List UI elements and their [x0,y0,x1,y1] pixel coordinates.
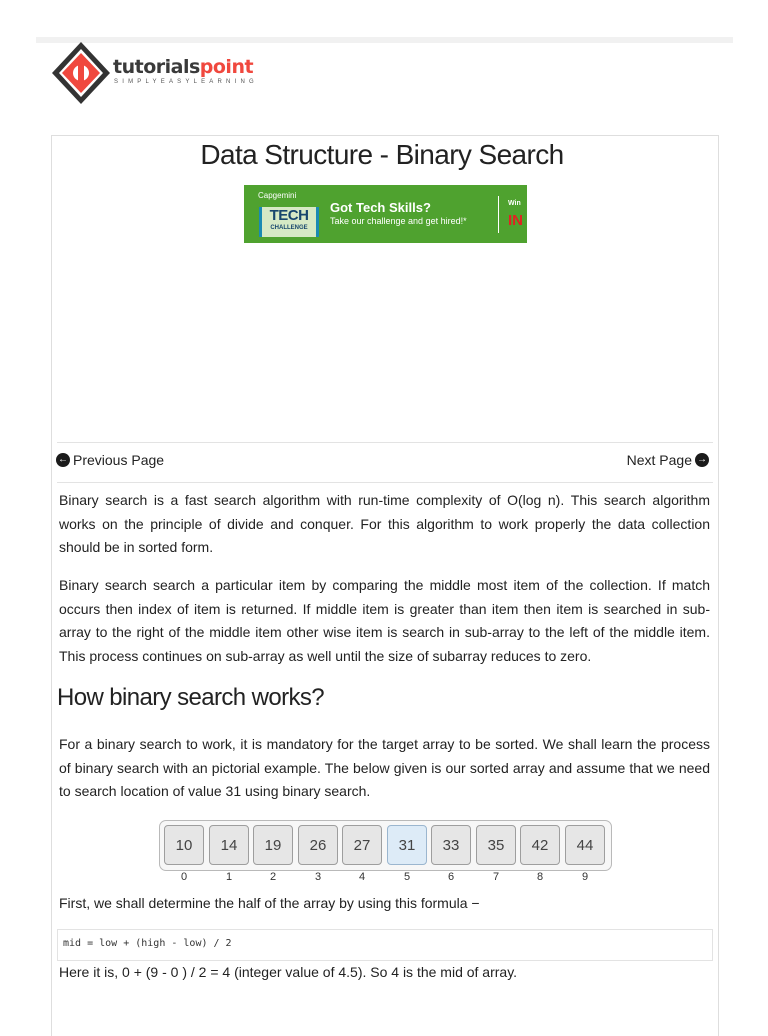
array-cell: 10 [164,825,204,865]
paragraph-intro: Binary search is a fast search algorithm with run-time complexity of Ο(log n). This search algorithm works on the principle of divide and conquer. For this algorithm to work properly the data collection should be in sorted form. [59,492,710,555]
array-index-label: 1 [225,871,233,883]
code-block [57,929,713,961]
next-page-label: Next Page [626,452,692,468]
array-index-label: 3 [314,871,322,883]
logo-tagline: SIMPLYEASYLEARNING [114,79,258,85]
array-index-label: 0 [180,871,188,883]
array-cell: 26 [298,825,338,865]
paragraph-how-it-works: For a binary search to work, it is mandatory for the target array to be sorted. We shall learn the process of binary search with an pictorial example. The below given is our sorted array and assume that we need to search location of value 31 using binary search. [59,736,710,799]
page-title: Data Structure - Binary Search [200,139,564,170]
paragraph-mid-result: Here it is, 0 + (9 - 0 ) / 2 = 4 (integer value of 4.5). So 4 is the mid of array. [59,964,518,980]
section-heading: How binary search works? [57,684,325,711]
code-formula: mid = low + (high - low) / 2 [63,938,232,949]
ad-subtext: Take our challenge and get hired!* [330,216,467,226]
array-cell: 35 [476,825,516,865]
array-index-label: 5 [403,871,411,883]
array-cell: 33 [431,825,471,865]
array-cell: 27 [342,825,382,865]
nav-divider-bottom [57,482,713,483]
circle-arrow-left-icon: ← [58,454,68,465]
tutorialspoint-logo[interactable] [50,40,290,106]
array-index-label: 4 [358,871,366,883]
previous-page-link[interactable] [56,452,164,468]
logo-diamond-icon [50,40,112,106]
nav-divider-top [57,442,713,443]
paragraph-description: Binary search search a particular item by comparing the middle most item of the collection. If match occurs then index of item is returned. If middle item is greater than item then item is searched in sub-array to the right of the middle item other wise item is search in sub-array to the left of the middle item. This process continues on sub-array as well until the size of subarray reduces to zero. [59,577,710,664]
array-cell: 19 [253,825,293,865]
array-cell-highlighted: 31 [387,825,427,865]
ad-headline: Got Tech Skills? [330,200,431,215]
ad-divider [498,196,499,233]
array-index-label: 6 [447,871,455,883]
array-index-label: 7 [492,871,500,883]
ad-badge-line2: CHALLENGE [270,225,308,231]
paragraph-formula-intro: First, we shall determine the half of the array by using this formula − [59,895,480,911]
array-cell: 42 [520,825,560,865]
next-page-link[interactable] [627,452,709,468]
array-index-label: 8 [536,871,544,883]
sorted-array-figure [159,820,612,871]
logo-wordmark-part2: point [199,56,254,78]
ad-right-big: IN [508,212,523,229]
ad-banner[interactable] [244,185,527,243]
logo-wordmark [113,56,253,78]
array-index-label: 2 [269,871,277,883]
previous-page-label: Previous Page [73,452,165,468]
ad-right-small: Win [508,200,521,207]
ad-badge-line1: TECH [269,207,309,224]
ad-tech-badge [259,207,319,237]
logo-wordmark-part1: tutorials [113,56,200,78]
array-index-label: 9 [581,871,589,883]
circle-arrow-right-icon: → [697,454,707,465]
ad-brand: Capgemini [258,191,297,200]
array-cell: 14 [209,825,249,865]
array-cell: 44 [565,825,605,865]
